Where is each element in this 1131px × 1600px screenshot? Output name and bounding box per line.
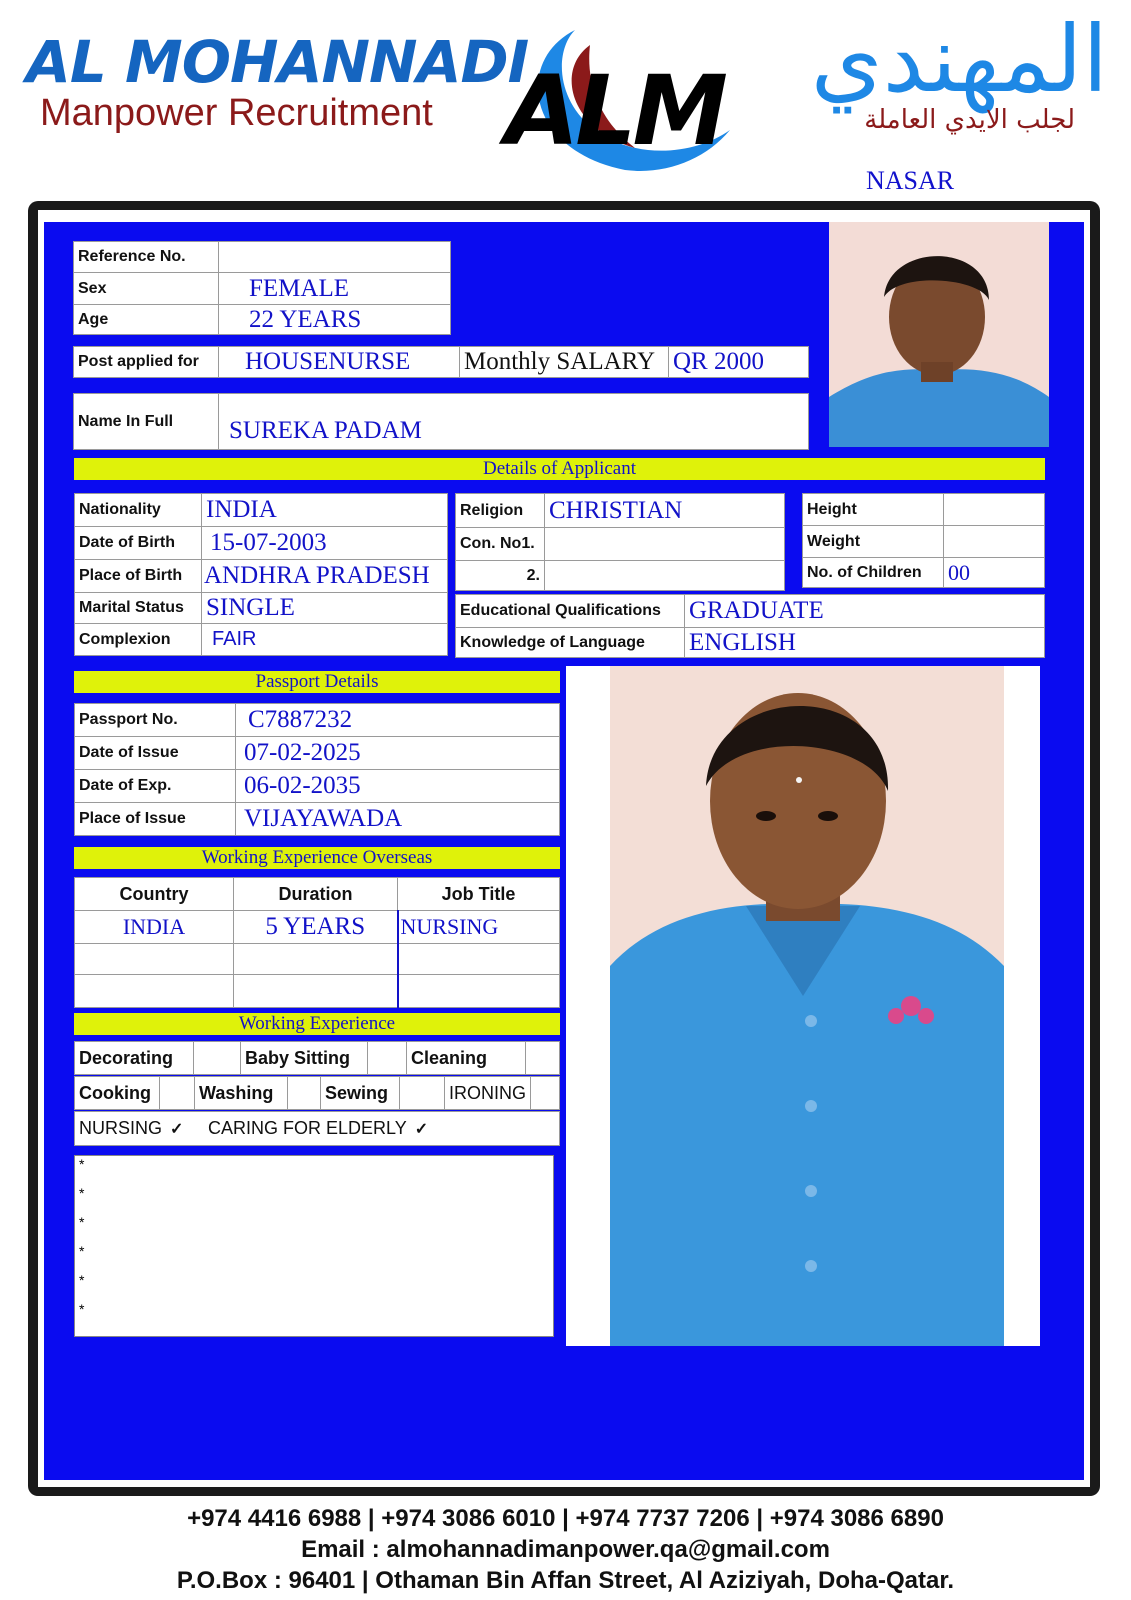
sex-value: FEMALE bbox=[219, 273, 451, 305]
skill-decorating-check bbox=[194, 1042, 241, 1075]
overseas-cell bbox=[75, 944, 234, 975]
religion-table bbox=[455, 493, 785, 591]
overseas-col-jobtitle: Job Title bbox=[398, 878, 560, 911]
religion-value: CHRISTIAN bbox=[545, 494, 785, 528]
overseas-cell: INDIA bbox=[75, 911, 234, 944]
language-label: Knowledge of Language bbox=[456, 628, 685, 658]
overseas-table bbox=[74, 877, 560, 1008]
overseas-cell bbox=[234, 975, 398, 1008]
issue-place-label: Place of Issue bbox=[75, 803, 236, 836]
skill-cleaning: Cleaning bbox=[407, 1042, 526, 1075]
caring-check-icon: ✓ bbox=[411, 1112, 560, 1146]
skill-caring-elderly: CARING FOR ELDERLY bbox=[204, 1112, 411, 1146]
marital-value: SINGLE bbox=[202, 593, 448, 624]
agent-name: NASAR bbox=[866, 166, 955, 195]
con2-value bbox=[545, 561, 785, 591]
overseas-cell: NURSING bbox=[398, 911, 560, 944]
nationality-value: INDIA bbox=[202, 494, 448, 527]
note-bullet: * bbox=[79, 1156, 85, 1172]
complexion-value: FAIR bbox=[202, 624, 448, 656]
con2-label: 2. bbox=[456, 561, 545, 591]
footer-address: P.O.Box : 96401 | Othaman Bin Affan Street, Al Aziziyah, Doha-Qatar. bbox=[176, 1567, 955, 1594]
note-bullet: * bbox=[79, 1185, 85, 1201]
skill-washing-check bbox=[288, 1077, 321, 1110]
exp-date-label: Date of Exp. bbox=[75, 770, 236, 803]
salary-value: QR 2000 bbox=[669, 347, 809, 378]
language-value: ENGLISH bbox=[685, 628, 1045, 658]
skill-washing: Washing bbox=[195, 1077, 288, 1110]
passport-header: Passport Details bbox=[74, 671, 560, 693]
post-table bbox=[73, 346, 809, 378]
children-label: No. of Children bbox=[803, 558, 944, 588]
skill-cooking: Cooking bbox=[75, 1077, 160, 1110]
skill-baby-sitting-check bbox=[368, 1042, 407, 1075]
post-value: HOUSENURSE bbox=[219, 347, 460, 378]
pob-value: ANDHRA PRADESH bbox=[202, 560, 448, 593]
note-bullet: * bbox=[79, 1214, 85, 1230]
age-value: 22 YEARS bbox=[219, 305, 451, 335]
passport-no-label: Passport No. bbox=[75, 704, 236, 737]
footer-email: Email : almohannadimanpower.qa@gmail.com bbox=[301, 1536, 830, 1563]
reference-label: Reference No. bbox=[74, 242, 219, 273]
reference-table bbox=[73, 241, 451, 335]
notes-box bbox=[74, 1155, 554, 1337]
weight-label: Weight bbox=[803, 526, 944, 558]
education-table bbox=[455, 594, 1045, 658]
company-subtitle: Manpower Recruitment bbox=[40, 92, 433, 134]
physical-table bbox=[802, 493, 1045, 588]
marital-label: Marital Status bbox=[75, 593, 202, 624]
experience-row1 bbox=[74, 1041, 560, 1075]
con1-value bbox=[545, 528, 785, 561]
arabic-company-name: المهندي bbox=[810, 6, 1108, 113]
passport-no-value: C7887232 bbox=[236, 704, 560, 737]
skill-sewing: Sewing bbox=[321, 1077, 400, 1110]
nursing-check-icon: ✓ bbox=[166, 1112, 204, 1146]
note-bullet: * bbox=[79, 1243, 85, 1259]
salary-label: Monthly SALARY bbox=[460, 347, 669, 378]
nationality-label: Nationality bbox=[75, 494, 202, 527]
overseas-cell bbox=[398, 975, 560, 1008]
dob-value: 15-07-2003 bbox=[202, 527, 448, 560]
applicant-photo-large bbox=[566, 666, 1040, 1346]
overseas-cell bbox=[234, 944, 398, 975]
passport-table bbox=[74, 703, 560, 836]
exp-date-value: 06-02-2035 bbox=[236, 770, 560, 803]
pob-label: Place of Birth bbox=[75, 560, 202, 593]
skill-decorating: Decorating bbox=[75, 1042, 194, 1075]
weight-value bbox=[944, 526, 1045, 558]
name-label: Name In Full bbox=[74, 394, 219, 450]
details-header: Details of Applicant bbox=[74, 458, 1045, 480]
experience-header: Working Experience bbox=[74, 1013, 560, 1035]
age-label: Age bbox=[74, 305, 219, 335]
post-label: Post applied for bbox=[74, 347, 219, 378]
skill-ironing-check bbox=[531, 1077, 560, 1110]
skill-cooking-check bbox=[160, 1077, 195, 1110]
applicant-photo-small bbox=[829, 222, 1049, 447]
logo-text: ALM bbox=[505, 55, 724, 167]
education-value: GRADUATE bbox=[685, 595, 1045, 628]
skill-baby-sitting: Baby Sitting bbox=[241, 1042, 368, 1075]
company-name: AL MOHANNADI bbox=[26, 28, 529, 96]
religion-label: Religion bbox=[456, 494, 545, 528]
overseas-col-duration: Duration bbox=[234, 878, 398, 911]
skill-ironing: IRONING bbox=[445, 1077, 531, 1110]
experience-row2 bbox=[74, 1076, 560, 1110]
overseas-cell: 5 YEARS bbox=[234, 911, 398, 944]
issue-date-value: 07-02-2025 bbox=[236, 737, 560, 770]
overseas-cell bbox=[398, 944, 560, 975]
note-bullet: * bbox=[79, 1301, 85, 1317]
footer-phones: +974 4416 6988 | +974 3086 6010 | +974 7737 7206 | +974 3086 6890 bbox=[187, 1505, 944, 1532]
height-label: Height bbox=[803, 494, 944, 526]
height-value bbox=[944, 494, 1045, 526]
skill-sewing-check bbox=[400, 1077, 445, 1110]
name-value: SUREKA PADAM bbox=[219, 394, 809, 450]
issue-date-label: Date of Issue bbox=[75, 737, 236, 770]
note-bullet: * bbox=[79, 1272, 85, 1288]
complexion-label: Complexion bbox=[75, 624, 202, 656]
name-table bbox=[73, 393, 809, 450]
dob-label: Date of Birth bbox=[75, 527, 202, 560]
experience-row3 bbox=[74, 1111, 560, 1146]
overseas-cell bbox=[75, 975, 234, 1008]
details-left-table bbox=[74, 493, 448, 656]
reference-value bbox=[219, 242, 451, 273]
education-label: Educational Qualifications bbox=[456, 595, 685, 628]
issue-place-value: VIJAYAWADA bbox=[236, 803, 560, 836]
overseas-col-country: Country bbox=[75, 878, 234, 911]
sex-label: Sex bbox=[74, 273, 219, 305]
skill-cleaning-check bbox=[526, 1042, 560, 1075]
skill-nursing: NURSING bbox=[75, 1112, 167, 1146]
children-value: 00 bbox=[944, 558, 1045, 588]
con1-label: Con. No1. bbox=[456, 528, 545, 561]
arabic-company-subtitle: لجلب الايدي العاملة bbox=[864, 105, 1075, 135]
overseas-header: Working Experience Overseas bbox=[74, 847, 560, 869]
